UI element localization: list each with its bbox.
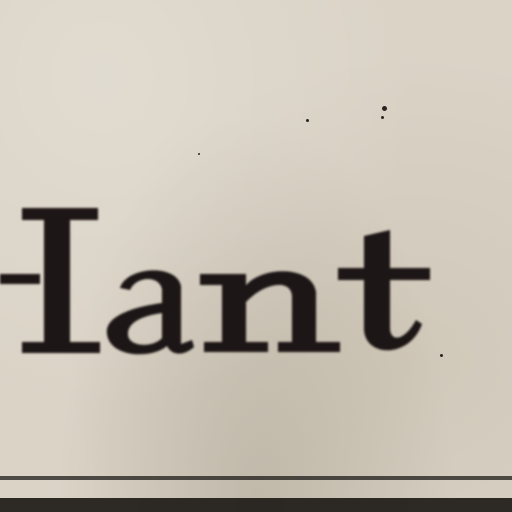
thick-rule-line (0, 498, 512, 512)
thin-rule-line (0, 476, 512, 480)
letter-t (338, 230, 430, 350)
ink-speck (306, 119, 309, 122)
printed-word (0, 170, 512, 390)
ink-speck (198, 153, 200, 155)
letter-n (200, 271, 340, 352)
dash-mark (0, 274, 40, 284)
ink-speck (382, 106, 387, 111)
word-text (0, 0, 1, 1)
printed-word-glyphs (0, 170, 512, 390)
ink-speck (381, 116, 384, 119)
letter-a (107, 270, 194, 354)
